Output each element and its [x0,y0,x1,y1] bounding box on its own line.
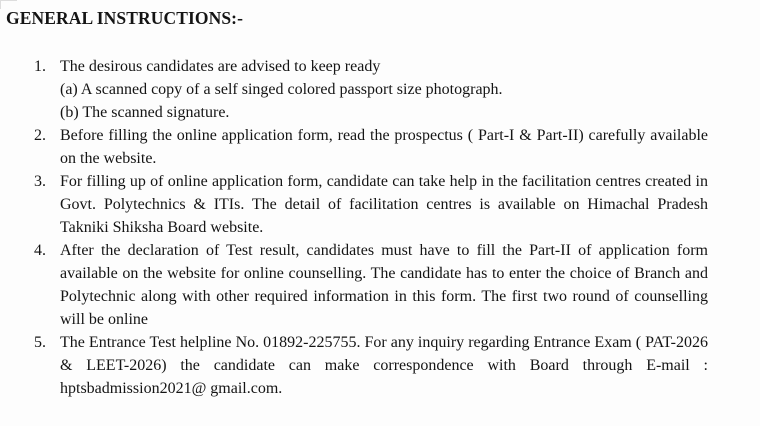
instruction-number: 1. [34,58,46,75]
instruction-list [0,55,760,400]
instruction-item-5 [0,331,760,400]
instruction-text: Before filling the online application form, read the prospectus ( Part-I & Part-II) carefully available on the website. [60,127,708,167]
instruction-item-3 [0,170,760,239]
instruction-number: 3. [34,173,46,190]
instruction-item-4 [0,239,760,331]
instruction-item-2 [0,124,760,170]
page-heading: GENERAL INSTRUCTIONS:- [6,8,244,28]
instruction-text: The Entrance Test helpline No. 01892-225755. For any inquiry regarding Entrance Exam ( PAT-2026 & LEET-2026) the candidate can make correspondence with Board through E-mail : hptsbadmission2021@ gmail.com. [60,334,708,397]
instruction-item-1 [0,55,760,124]
instruction-text: After the declaration of Test result, candidates must have to fill the Part-II of application form available on the website for online counselling. The candidate has to enter the choice of Branch and Polytechnic along with other required information in this form. The first two round of counselling will be online [60,242,708,328]
instruction-subitem-b: (b) The scanned signature. [60,104,230,121]
instruction-number: 5. [34,334,46,351]
instruction-text: The desirous candidates are advised to keep ready [60,58,381,75]
instruction-text: For filling up of online application form, candidate can take help in the facilitation centres created in Govt. Polytechnics & ITIs. The detail of facilitation centres is available on Himachal Pradesh Takniki Shiksha Board website. [60,173,708,236]
instruction-number: 2. [34,127,46,144]
instruction-number: 4. [34,242,46,259]
instruction-subitem-a: (a) A scanned copy of a self singed colored passport size photograph. [60,81,503,98]
